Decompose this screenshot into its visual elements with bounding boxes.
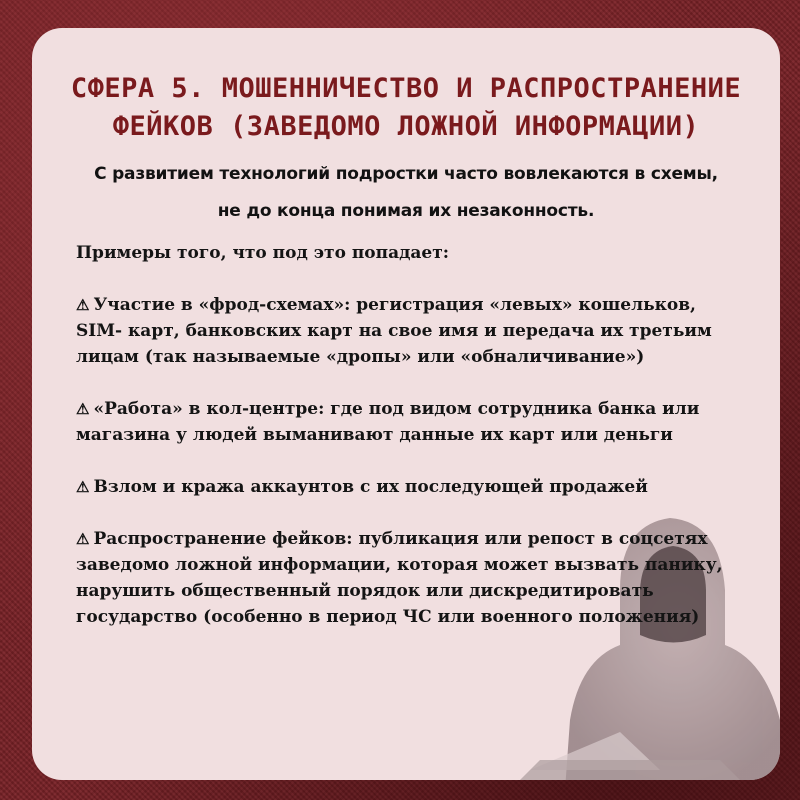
title-line-1: СФЕРА 5. МОШЕННИЧЕСТВО И РАСПРОСТРАНЕНИЕ <box>70 73 742 104</box>
subtitle <box>32 156 780 230</box>
list-item <box>76 526 746 630</box>
warning-icon: ⚠ <box>76 530 90 548</box>
subtitle-line-2: не до конца понимая их незаконность. <box>217 201 595 221</box>
list-item <box>76 396 746 448</box>
list-item <box>76 292 746 370</box>
list-item-text: Распространение фейков: публикация или репост в соцсетях заведомо ложной информации, которая может вызвать панику, нарушить общественный порядок или дискредитировать государство (особенно в период ЧС или военного положения) <box>76 529 723 627</box>
content-card <box>32 28 780 780</box>
examples-intro: Примеры того, что под это попадает: <box>76 243 450 263</box>
warning-icon: ⚠ <box>76 400 90 418</box>
subtitle-line-1: С развитием технологий подростки часто вовлекаются в схемы, <box>94 164 718 184</box>
list-item <box>76 474 746 500</box>
page-title <box>32 70 780 146</box>
list-item-text: Взлом и кража аккаунтов с их последующей продажей <box>93 477 648 497</box>
title-line-2: ФЕЙКОВ (ЗАВЕДОМО ЛОЖНОЙ ИНФОРМАЦИИ) <box>112 111 700 142</box>
list-item-text: Участие в «фрод-схемах»: регистрация «левых» кошельков, SIM- карт, банковских карт на свое имя и передача их третьим лицам (так называемые «дропы» или «обналичивание») <box>76 295 712 367</box>
list-item-text: «Работа» в кол-центре: где под видом сотрудника банка или магазина у людей выманивают данные их карт или деньги <box>76 399 700 445</box>
examples-section <box>76 240 746 656</box>
warning-icon: ⚠ <box>76 296 90 314</box>
warning-icon: ⚠ <box>76 478 90 496</box>
